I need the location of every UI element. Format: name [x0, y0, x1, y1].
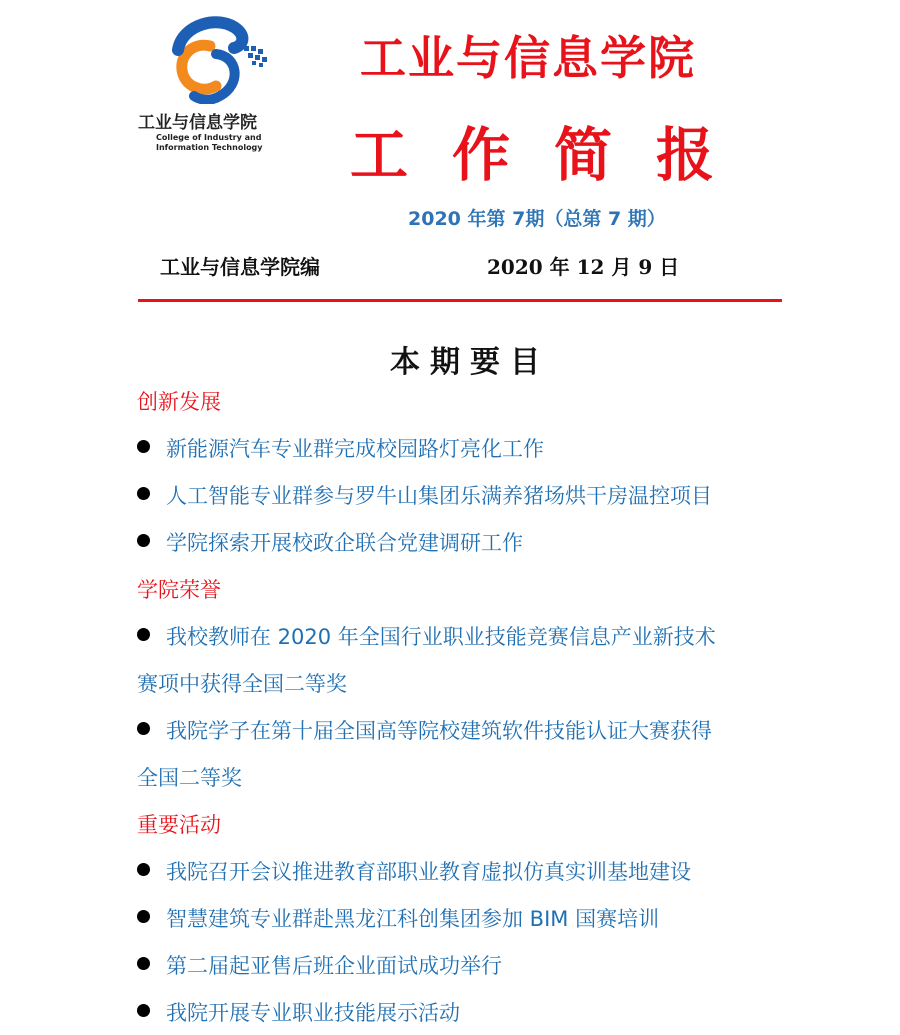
bullet-icon — [137, 910, 150, 923]
bullet-icon — [137, 1004, 150, 1017]
bullet-icon — [137, 957, 150, 970]
logo-name-en-line1: College of Industry and — [156, 133, 262, 142]
toc-item-text: 智慧建筑专业群赴黑龙江科创集团参加 BIM 国赛培训 — [166, 907, 660, 931]
bulletin-title: 工作简报 — [350, 121, 759, 189]
bullet-icon — [137, 628, 150, 641]
bullet-icon — [137, 440, 150, 453]
logo-name-en — [156, 133, 263, 153]
logo-name-cn: 工业与信息学院 — [138, 113, 257, 133]
toc-item-text: 我院学子在第十届全国高等院校建筑软件技能认证大赛获得 — [166, 719, 712, 743]
toc-item-text: 我院召开会议推进教育部职业教育虚拟仿真实训基地建设 — [166, 860, 691, 884]
editor-line: 工业与信息学院编 — [160, 255, 320, 279]
section-heading-honors: 学院荣誉 — [137, 578, 221, 602]
section-heading-innovation: 创新发展 — [137, 390, 221, 414]
bullet-icon — [137, 487, 150, 500]
publish-date: 2020 年 12 月 9 日 — [487, 255, 680, 279]
toc-item[interactable] — [137, 903, 659, 933]
toc-title: 本期要目 — [390, 345, 550, 380]
toc-item[interactable] — [137, 950, 502, 980]
toc-item-continuation[interactable]: 赛项中获得全国二等奖 — [137, 672, 347, 696]
toc-item[interactable] — [137, 433, 544, 463]
toc-item-text: 学院探索开展校政企联合党建调研工作 — [166, 531, 523, 555]
toc-item-text: 第二届起亚售后班企业面试成功举行 — [166, 954, 502, 978]
toc-item[interactable] — [137, 856, 691, 886]
toc-item-continuation[interactable]: 全国二等奖 — [137, 766, 242, 790]
toc-item[interactable] — [137, 527, 523, 557]
bullet-icon — [137, 534, 150, 547]
logo-name-en-line2: Information Technology — [156, 143, 263, 152]
issue-number: 2020 年第 7期（总第 7 期） — [408, 208, 666, 230]
toc-item[interactable] — [137, 715, 712, 745]
toc-item[interactable] — [137, 621, 716, 651]
header-divider — [138, 299, 782, 302]
bullet-icon — [137, 863, 150, 876]
school-title: 工业与信息学院 — [360, 31, 696, 85]
college-emblem-icon — [158, 12, 273, 104]
toc-item-text: 我院开展专业职业技能展示活动 — [166, 1001, 460, 1025]
toc-item[interactable] — [137, 480, 712, 510]
toc-item[interactable] — [137, 997, 460, 1027]
toc-item-text: 我校教师在 2020 年全国行业职业技能竞赛信息产业新技术 — [166, 625, 716, 649]
college-logo — [138, 12, 288, 152]
toc-item-text: 新能源汽车专业群完成校园路灯亮化工作 — [166, 437, 544, 461]
bullet-icon — [137, 722, 150, 735]
section-heading-activities: 重要活动 — [137, 813, 221, 837]
toc-item-text: 人工智能专业群参与罗牛山集团乐满养猪场烘干房温控项目 — [166, 484, 712, 508]
